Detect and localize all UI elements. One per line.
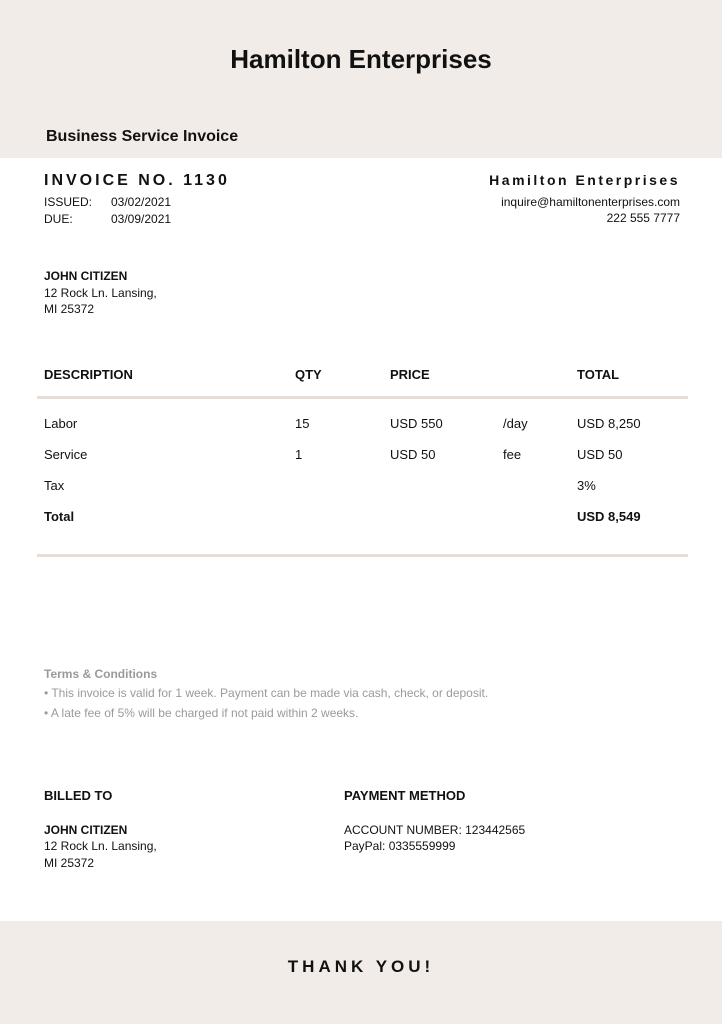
table-header-divider: [37, 396, 688, 399]
row-total: USD 8,250: [577, 416, 641, 431]
total-amount: USD 8,549: [577, 509, 641, 524]
row-total: USD 50: [577, 447, 623, 462]
row-unit: fee: [503, 447, 522, 462]
company-title: Hamilton Enterprises: [230, 44, 492, 74]
invoice-subtitle: Business Service Invoice: [46, 128, 239, 145]
table-footer-divider: [37, 554, 688, 557]
thank-you-text: THANK YOU!: [287, 957, 435, 976]
billed-to-address-line1: 12 Rock Ln. Lansing,: [44, 839, 157, 853]
terms-title: Terms & Conditions: [44, 667, 158, 681]
issued-date: 03/02/2021: [111, 195, 172, 209]
due-date: 03/09/2021: [111, 212, 172, 226]
total-label: Total: [44, 509, 75, 524]
row-description: Tax: [44, 478, 65, 493]
billed-to-name: JOHN CITIZEN: [44, 823, 128, 837]
billed-to-heading: BILLED TO: [44, 788, 113, 803]
company-email: inquire@hamiltonenterprises.com: [501, 195, 680, 209]
billed-to-address-line2: MI 25372: [44, 856, 95, 870]
row-description: Labor: [44, 416, 78, 431]
column-header-qty: QTY: [295, 367, 322, 382]
column-header-total: TOTAL: [577, 367, 620, 382]
invoice-number: INVOICE NO. 1130: [44, 172, 230, 189]
company-name: Hamilton Enterprises: [489, 172, 680, 188]
row-price: USD 550: [390, 416, 443, 431]
client-address-line1: 12 Rock Ln. Lansing,: [44, 286, 157, 300]
terms-item: • This invoice is valid for 1 week. Payment can be made via cash, check, or deposit.: [44, 686, 489, 700]
row-qty: 1: [295, 447, 303, 462]
row-description: Service: [44, 447, 88, 462]
payment-method-heading: PAYMENT METHOD: [344, 788, 466, 803]
due-label: DUE:: [44, 212, 73, 226]
client-address-line2: MI 25372: [44, 302, 95, 316]
client-name: JOHN CITIZEN: [44, 269, 128, 283]
row-total: 3%: [577, 478, 596, 493]
column-header-description: DESCRIPTION: [44, 367, 133, 382]
issued-label: ISSUED:: [44, 195, 93, 209]
row-price: USD 50: [390, 447, 436, 462]
paypal-number: PayPal: 0335559999: [344, 839, 456, 853]
row-unit: /day: [503, 416, 528, 431]
terms-item: • A late fee of 5% will be charged if not paid within 2 weeks.: [44, 706, 359, 720]
account-number: ACCOUNT NUMBER: 123442565: [344, 823, 526, 837]
company-phone: 222 555 7777: [606, 211, 680, 225]
column-header-price: PRICE: [390, 367, 430, 382]
row-qty: 15: [295, 416, 310, 431]
